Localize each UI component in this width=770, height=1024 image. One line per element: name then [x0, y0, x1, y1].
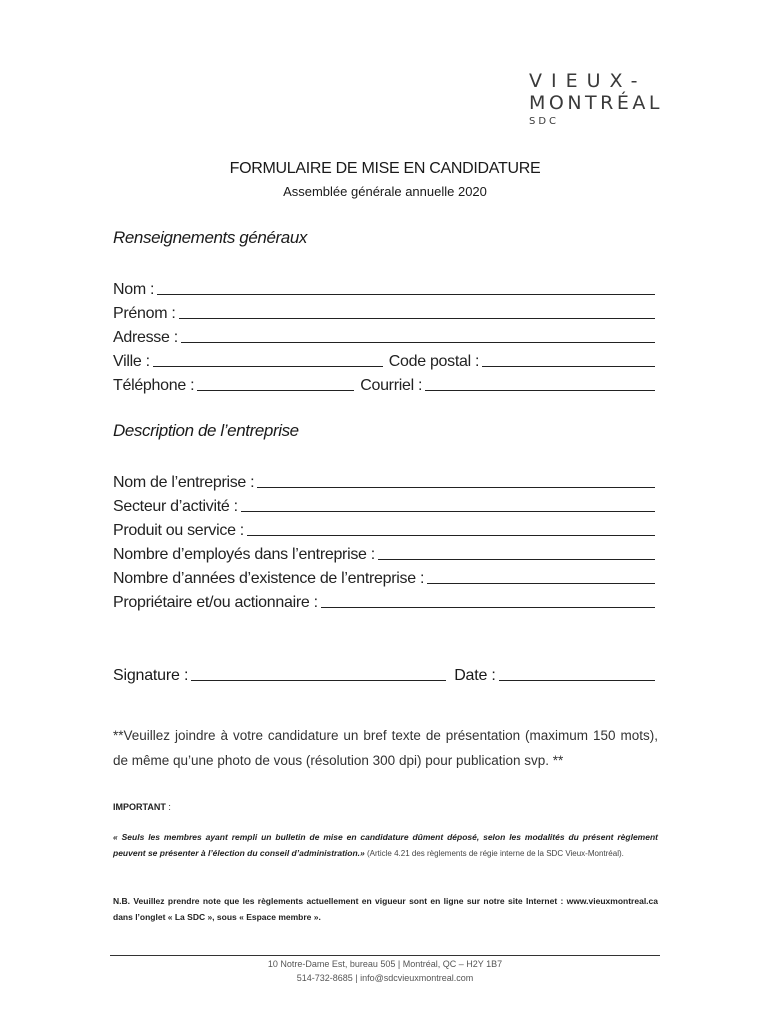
- eligibility-paragraph: [113, 829, 658, 862]
- field-proprietaire: [113, 590, 655, 612]
- field-proprietaire-line[interactable]: [321, 594, 655, 608]
- section-entreprise-heading: Description de l’entreprise: [113, 421, 299, 440]
- field-secteur: [113, 494, 655, 516]
- field-annees: [113, 566, 655, 588]
- logo-line-2: MONTRÉAL: [529, 92, 663, 114]
- field-telephone-line[interactable]: [197, 377, 354, 391]
- eligibility-reference: (Article 4.21 des règlements de régie interne de la SDC Vieux-Montréal).: [364, 849, 624, 858]
- nb-paragraph: N.B. Veuillez prendre note que les règlements actuellement en vigueur sont en ligne sur notre site Internet : www.vieuxmontreal.ca dans l’onglet « La SDC », sous « Espace membre ».: [113, 896, 658, 922]
- signature-row: [113, 661, 655, 685]
- field-produit-line[interactable]: [247, 522, 655, 536]
- eligibility-quote: « Seuls les membres ayant rempli un bulletin de mise en candidature dûment déposé, selon les modalités du présent règlement peuvent se présenter à l’élection du conseil d’administration.»: [113, 832, 658, 858]
- logo-line-1: VIEUX-: [529, 70, 647, 92]
- field-courriel-label: Courriel :: [360, 377, 423, 394]
- date-label: Date :: [454, 667, 496, 684]
- signature-line[interactable]: [191, 667, 446, 681]
- attachment-note: **Veuillez joindre à votre candidature un bref texte de présentation (maximum 150 mots), de même qu’une photo de vous (résolution 300 dpi) pour publication svp. **: [113, 728, 658, 768]
- sdc-logo: [529, 70, 663, 129]
- important-heading: [113, 802, 171, 812]
- field-nom-label: Nom :: [113, 281, 155, 298]
- field-telephone-courriel: [113, 373, 655, 395]
- field-secteur-line[interactable]: [241, 498, 655, 512]
- form-subtitle: Assemblée générale annuelle 2020: [283, 184, 487, 199]
- section-general-heading: Renseignements généraux: [113, 228, 307, 247]
- important-colon: :: [165, 802, 171, 812]
- field-courriel-line[interactable]: [425, 377, 655, 391]
- field-nom: [113, 277, 655, 299]
- field-prenom-label: Prénom :: [113, 305, 176, 322]
- field-telephone-label: Téléphone :: [113, 377, 195, 394]
- field-ville-code-postal: [113, 349, 655, 371]
- field-code-postal-label: Code postal :: [388, 353, 480, 370]
- field-nom-line[interactable]: [157, 281, 655, 295]
- field-secteur-label: Secteur d’activité :: [113, 498, 238, 515]
- field-adresse-label: Adresse :: [113, 329, 178, 346]
- field-adresse: [113, 325, 655, 347]
- field-nom-entreprise-label: Nom de l’entreprise :: [113, 474, 255, 491]
- field-proprietaire-label: Propriétaire et/ou actionnaire :: [113, 594, 318, 611]
- field-produit-label: Produit ou service :: [113, 522, 244, 539]
- field-prenom: [113, 301, 655, 323]
- logo-line-3: SDC: [529, 116, 560, 127]
- footer-divider: [110, 955, 660, 956]
- field-employes-label: Nombre d’employés dans l’entreprise :: [113, 546, 375, 563]
- field-employes-line[interactable]: [378, 546, 655, 560]
- field-employes: [113, 542, 655, 564]
- field-prenom-line[interactable]: [179, 305, 655, 319]
- field-produit: [113, 518, 655, 540]
- field-nom-entreprise: [113, 470, 655, 492]
- footer-address: 10 Notre-Dame Est, bureau 505 | Montréal, QC – H2Y 1B7: [267, 959, 503, 969]
- important-label: IMPORTANT: [113, 802, 166, 812]
- field-annees-line[interactable]: [427, 570, 655, 584]
- field-nom-entreprise-line[interactable]: [257, 474, 655, 488]
- field-annees-label: Nombre d’années d’existence de l’entreprise :: [113, 570, 425, 587]
- field-ville-label: Ville :: [113, 353, 150, 370]
- signature-label: Signature :: [113, 667, 189, 684]
- field-adresse-line[interactable]: [181, 329, 655, 343]
- date-line[interactable]: [499, 667, 655, 681]
- form-title: FORMULAIRE DE MISE EN CANDIDATURE: [229, 160, 541, 177]
- field-code-postal-line[interactable]: [482, 353, 655, 367]
- footer-contact: 514-732-8685 | info@sdcvieuxmontreal.com: [296, 973, 474, 983]
- field-ville-line[interactable]: [153, 353, 383, 367]
